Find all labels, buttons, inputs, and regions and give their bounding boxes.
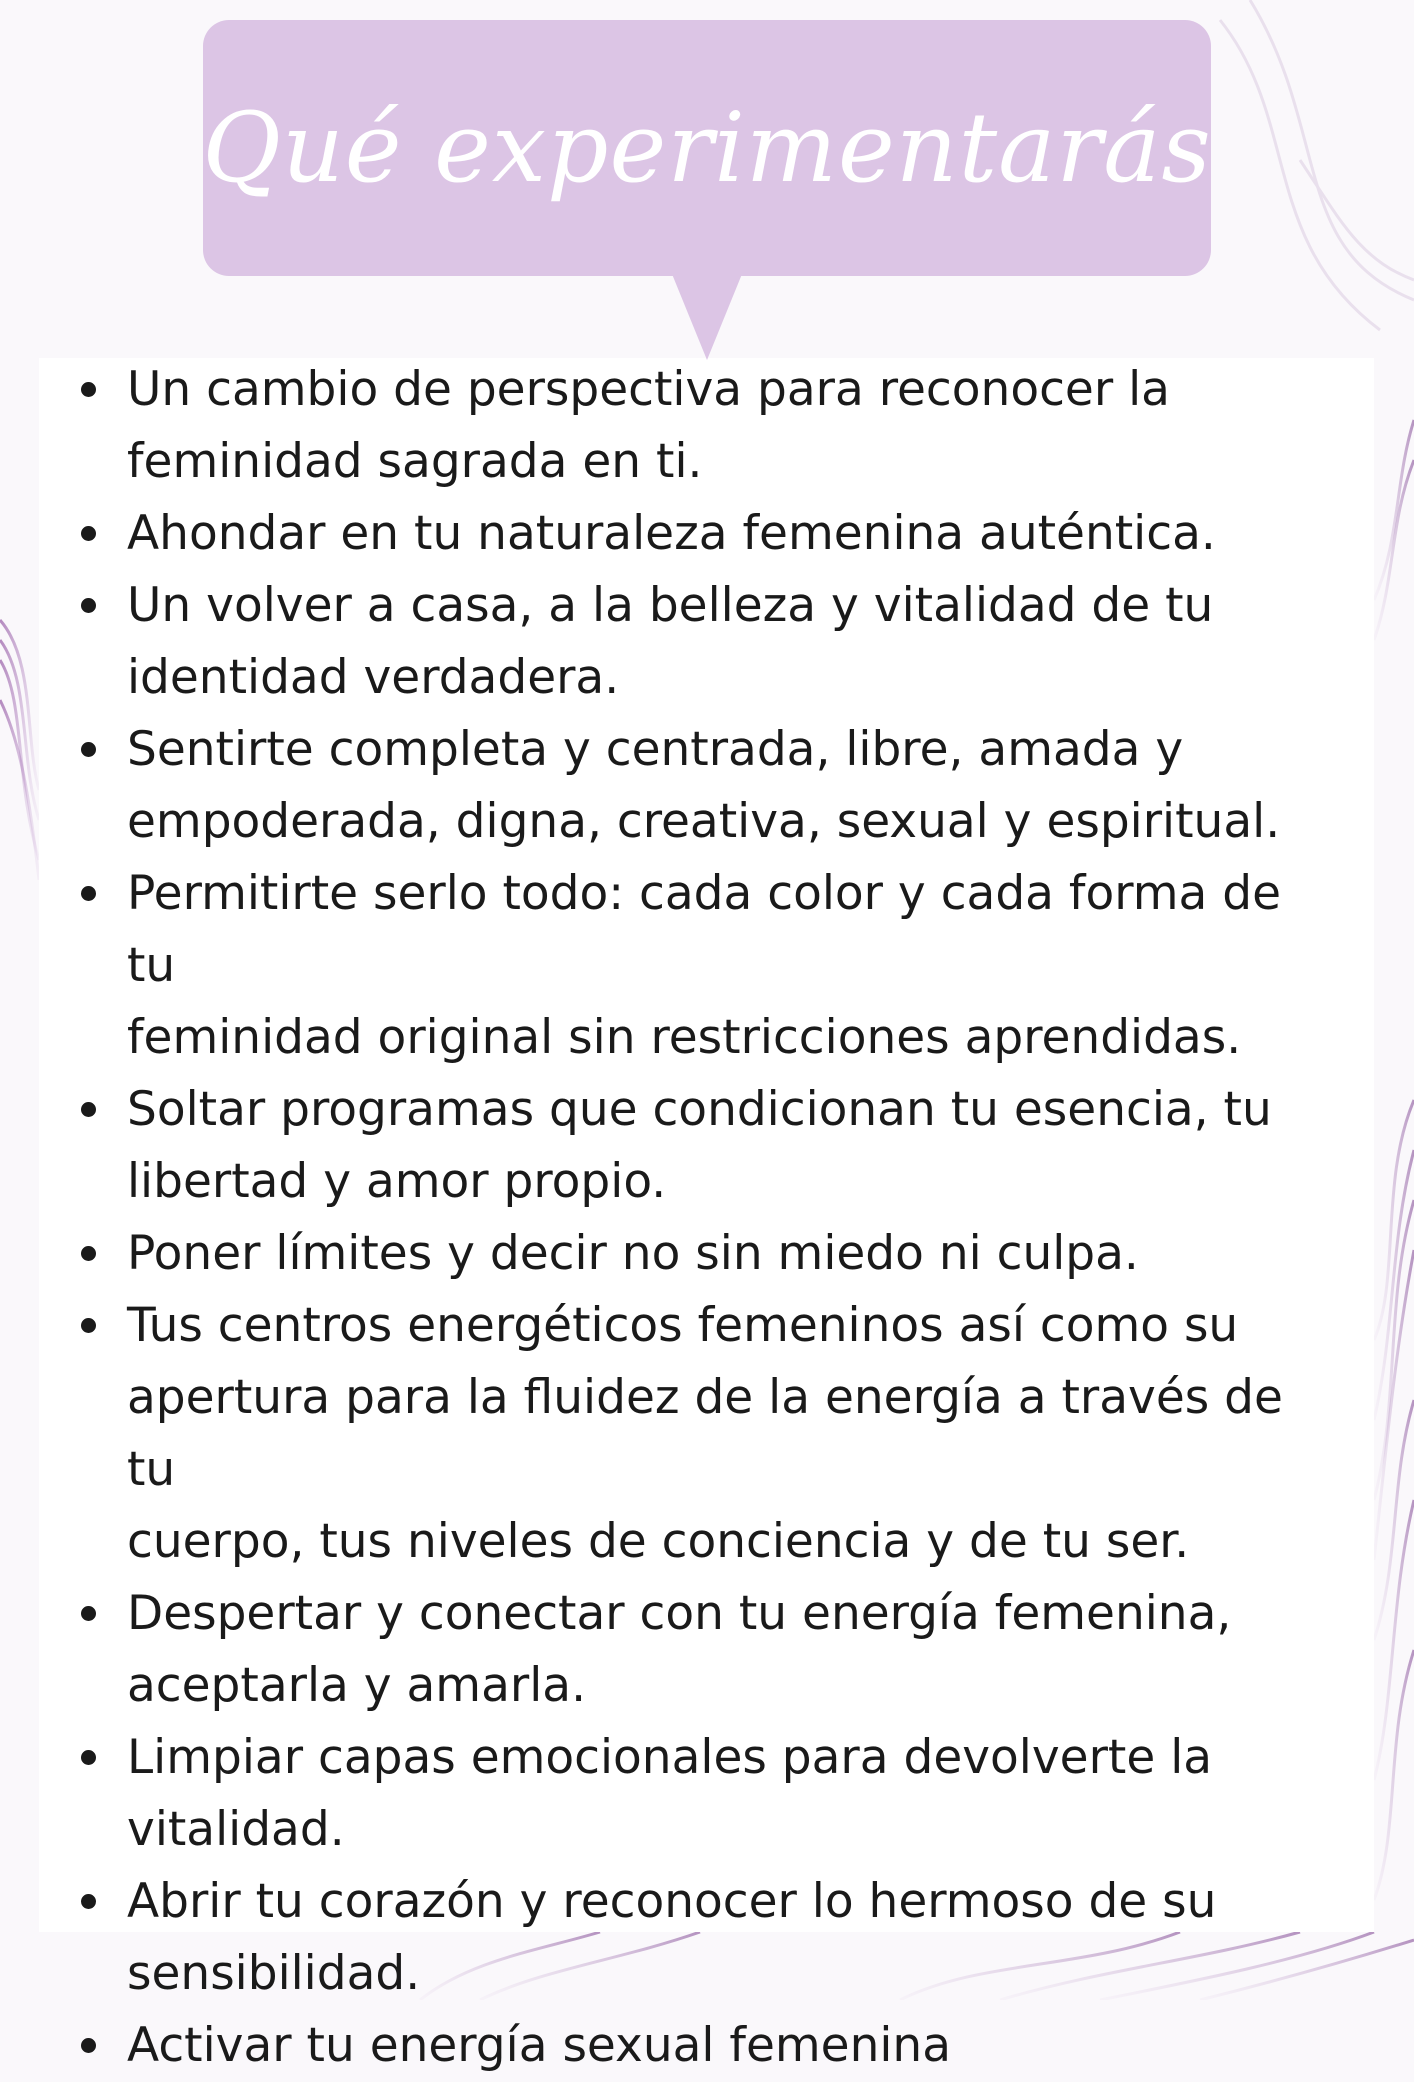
list-item-text: Permitirte serlo todo: cada color y cada forma de tu feminidad original sin restricciones aprendidas. xyxy=(127,866,1281,1065)
bullet-icon xyxy=(81,1246,96,1261)
list-item xyxy=(39,354,1339,498)
bullet-icon xyxy=(81,742,96,757)
list-item xyxy=(39,858,1339,1074)
bullet-icon xyxy=(81,1606,96,1621)
smoke-left xyxy=(0,620,39,880)
list-item-text: Limpiar capas emocionales para devolverte la vitalidad. xyxy=(127,1730,1213,1857)
list-item-text: Sentirte completa y centrada, libre, amada y empoderada, digna, creativa, sexual y espiritual. xyxy=(127,722,1281,849)
list-item-text: Soltar programas que condicionan tu esencia, tu libertad y amor propio. xyxy=(127,1082,1272,1209)
bullet-icon xyxy=(81,1750,96,1765)
list-item-text: Abrir tu corazón y reconocer lo hermoso de su sensibilidad. xyxy=(127,1874,1217,2001)
list-item-text: Activar tu energía sexual femenina xyxy=(127,2018,952,2073)
bullet-icon xyxy=(81,1318,96,1333)
list-item xyxy=(39,2010,1339,2082)
list-item-text: Ahondar en tu naturaleza femenina auténtica. xyxy=(127,506,1216,561)
page-title: Qué experimentarás xyxy=(202,92,1212,204)
bullet-icon xyxy=(81,1102,96,1117)
bullet-icon xyxy=(81,2038,96,2053)
list-item xyxy=(39,1866,1339,2010)
list-item xyxy=(39,1218,1339,1290)
smoke-right xyxy=(1374,420,1414,1900)
bullet-icon xyxy=(81,1894,96,1909)
title-bubble xyxy=(203,20,1211,276)
list-item xyxy=(39,1074,1339,1218)
experience-list xyxy=(39,354,1339,2082)
list-item xyxy=(39,498,1339,570)
list-item-text: Un volver a casa, a la belleza y vitalidad de tu identidad verdadera. xyxy=(127,578,1214,705)
list-item xyxy=(39,1290,1339,1578)
list-item-text: Un cambio de perspectiva para reconocer la feminidad sagrada en ti. xyxy=(127,362,1170,489)
bullet-icon xyxy=(81,598,96,613)
bullet-icon xyxy=(81,526,96,541)
list-item xyxy=(39,714,1339,858)
smoke-top-right xyxy=(1220,0,1414,330)
list-item-text: Tus centros energéticos femeninos así como su apertura para la fluidez de la energía a través de tu cuerpo, tus niveles de conciencia y de tu ser. xyxy=(127,1298,1283,1569)
bullet-icon xyxy=(81,886,96,901)
list-item xyxy=(39,570,1339,714)
bullet-icon xyxy=(81,382,96,397)
title-bubble-tail xyxy=(672,274,742,360)
list-item xyxy=(39,1722,1339,1866)
list-item-text: Poner límites y decir no sin miedo ni culpa. xyxy=(127,1226,1139,1281)
list-item-text: Despertar y conectar con tu energía femenina, aceptarla y amarla. xyxy=(127,1586,1232,1713)
list-item xyxy=(39,1578,1339,1722)
